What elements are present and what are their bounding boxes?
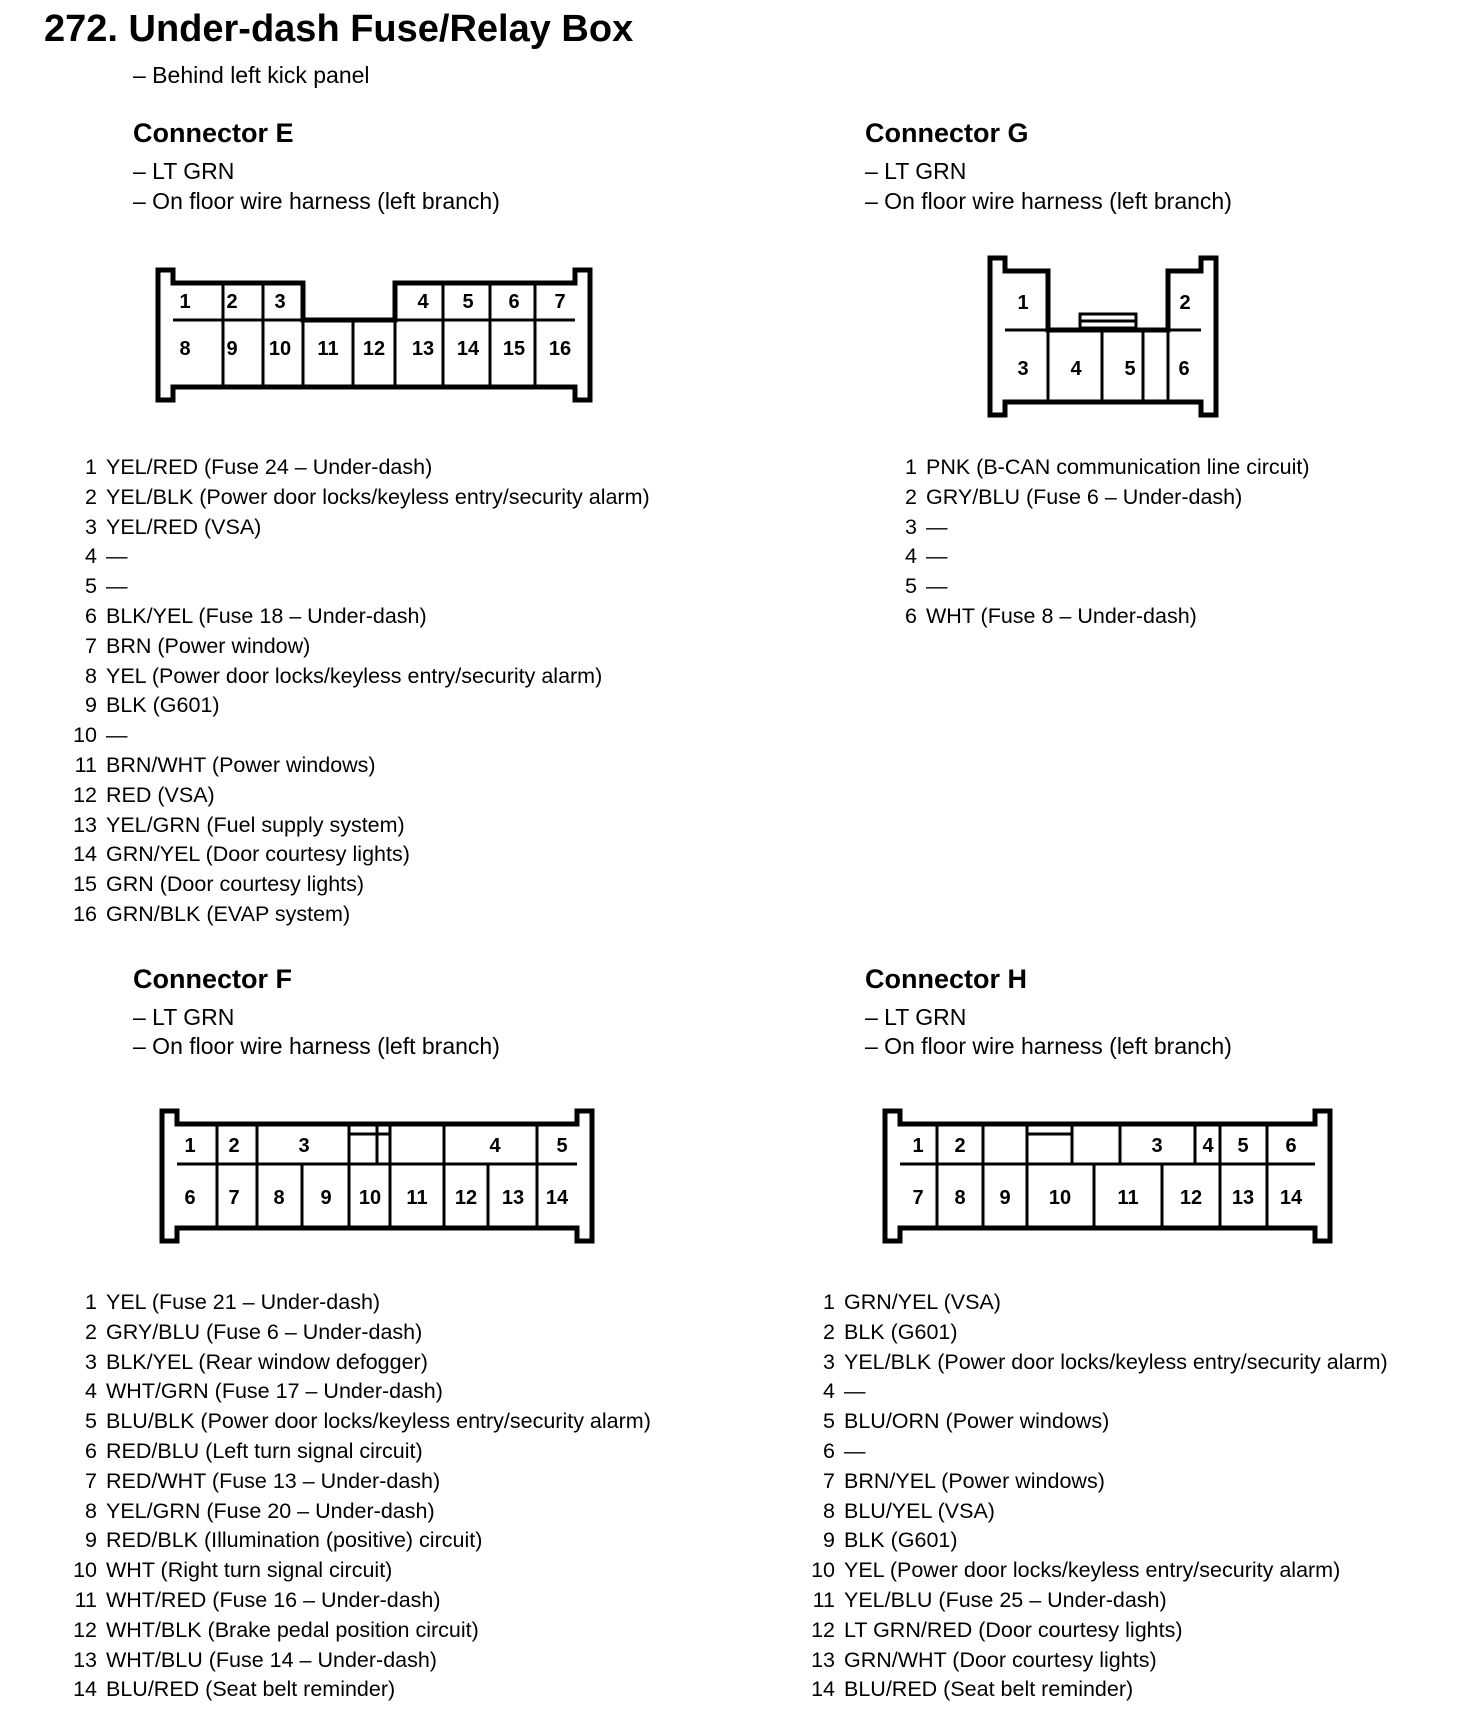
pin-number: 2 [85, 484, 97, 509]
pin-description: RED/WHT (Fuse 13 – Under-dash) [106, 1468, 441, 1493]
pin-description: BLU/YEL (VSA) [844, 1498, 995, 1523]
connector-h-title: Connector H [865, 964, 1027, 994]
pin-row [67, 1377, 651, 1407]
pin-number: 14 [73, 1677, 97, 1702]
pin-description: LT GRN/RED (Door courtesy lights) [844, 1617, 1183, 1642]
pin-number: 10 [73, 723, 97, 748]
pin-number: 3 [823, 1349, 835, 1374]
pin-number: 6 [85, 1438, 97, 1463]
connector-f-cavity-1: 1 [184, 1135, 196, 1157]
connector-h-cavity-4: 4 [1202, 1135, 1214, 1157]
pin-row [805, 1586, 1388, 1616]
pin-number: 12 [811, 1617, 835, 1642]
connector-f-cavity-4: 4 [489, 1135, 501, 1157]
connector-e-location: – On floor wire harness (left branch) [133, 188, 500, 214]
pin-row [805, 1467, 1388, 1497]
pin-description: YEL/BLK (Power door locks/keyless entry/security alarm) [106, 484, 650, 509]
connector-h-color: – LT GRN [865, 1004, 967, 1030]
connector-f-cavity-13: 13 [501, 1187, 525, 1209]
pin-description: GRN/WHT (Door courtesy lights) [844, 1647, 1157, 1672]
pin-row [805, 1526, 1388, 1556]
connector-f-cavity-6: 6 [184, 1187, 196, 1209]
pin-description: BLK (G601) [844, 1528, 958, 1553]
connector-g-cavity-2: 2 [1179, 292, 1191, 314]
pin-number: 4 [85, 544, 97, 569]
connector-e-cavity-8: 8 [179, 338, 191, 360]
pin-number: 3 [85, 514, 97, 539]
pin-description: — [926, 544, 948, 569]
pin-row [67, 1497, 651, 1527]
pin-description: WHT/BLK (Brake pedal position circuit) [106, 1617, 479, 1642]
connector-e-cavity-16: 16 [548, 338, 572, 360]
pin-description: BLK (G601) [844, 1319, 958, 1344]
pin-row [67, 542, 650, 572]
pin-row [67, 602, 650, 632]
pin-number: 9 [85, 693, 97, 718]
connector-e-cavity-6: 6 [508, 291, 520, 313]
pin-description: YEL/RED (VSA) [106, 514, 262, 539]
pin-row [887, 513, 1310, 543]
pin-description: — [926, 574, 948, 599]
connector-h-cavity-9: 9 [999, 1187, 1011, 1209]
connector-g-pin-list [887, 453, 1310, 632]
connector-g-title: Connector G [865, 118, 1029, 148]
connector-f-cavity-14: 14 [545, 1187, 569, 1209]
pin-description: WHT (Right turn signal circuit) [106, 1558, 393, 1583]
pin-number: 12 [73, 1617, 97, 1642]
connector-h-cavity-5: 5 [1237, 1135, 1249, 1157]
pin-number: 10 [811, 1558, 835, 1583]
pin-number: 10 [73, 1558, 97, 1583]
connector-e-cavity-14: 14 [456, 338, 480, 360]
pin-row [805, 1497, 1388, 1527]
connector-f-cavity-11: 11 [406, 1187, 428, 1209]
pin-row [805, 1556, 1388, 1586]
pin-row [67, 691, 650, 721]
pin-number: 1 [823, 1290, 835, 1314]
pin-number: 1 [905, 455, 917, 479]
connector-h-cavity-14: 14 [1279, 1187, 1303, 1209]
connector-h-cavity-13: 13 [1231, 1187, 1255, 1209]
pin-row [805, 1377, 1388, 1407]
pin-description: BLU/BLK (Power door locks/keyless entry/security alarm) [106, 1409, 651, 1434]
pin-description: BLU/ORN (Power windows) [844, 1409, 1110, 1434]
connector-e-cavity-3: 3 [274, 291, 286, 313]
connector-h-pin-list [805, 1288, 1388, 1705]
pin-row [805, 1646, 1388, 1676]
pin-description: — [926, 514, 948, 539]
pin-description: WHT (Fuse 8 – Under-dash) [926, 603, 1197, 628]
pin-row [67, 1348, 651, 1378]
pin-row [67, 840, 650, 870]
connector-f-color: – LT GRN [133, 1004, 235, 1030]
page-title: 272. Under-dash Fuse/Relay Box [44, 8, 634, 50]
connector-g-cavity-6: 6 [1178, 358, 1190, 380]
pin-description: GRN/YEL (VSA) [844, 1290, 1001, 1314]
pin-number: 4 [823, 1379, 835, 1404]
pin-description: RED/BLU (Left turn signal circuit) [106, 1438, 423, 1463]
pin-row [805, 1318, 1388, 1348]
connector-g-location: – On floor wire harness (left branch) [865, 188, 1232, 214]
pin-row [67, 870, 650, 900]
connector-h-cavity-1: 1 [912, 1135, 924, 1157]
pin-number: 6 [85, 603, 97, 628]
pin-row [67, 1675, 651, 1705]
pin-number: 1 [85, 1290, 97, 1314]
pin-description: BLU/RED (Seat belt reminder) [106, 1677, 396, 1702]
pin-row [67, 811, 650, 841]
pin-row [887, 602, 1310, 632]
connector-e-cavity-9: 9 [226, 338, 238, 360]
pin-row [67, 751, 650, 781]
connector-e-face [150, 262, 610, 412]
connector-e-title: Connector E [133, 118, 294, 148]
connector-e-cavity-2: 2 [226, 291, 238, 313]
pin-number: 11 [74, 1587, 97, 1612]
connector-e-cavity-13: 13 [411, 338, 435, 360]
connector-e-cavity-15: 15 [502, 338, 526, 360]
pin-number: 2 [905, 484, 917, 509]
pin-description: GRN/BLK (EVAP system) [106, 901, 351, 926]
connector-h-cavity-7: 7 [912, 1187, 924, 1209]
pin-description: — [106, 723, 128, 748]
connector-h-cavity-2: 2 [954, 1135, 966, 1157]
connector-f-cavity-10: 10 [358, 1187, 382, 1209]
pin-number: 15 [73, 872, 97, 897]
pin-description: — [106, 574, 128, 599]
pin-row [67, 900, 650, 930]
pin-description: BLK/YEL (Fuse 18 – Under-dash) [106, 603, 427, 628]
pin-row [887, 483, 1310, 513]
pin-description: YEL/GRN (Fuse 20 – Under-dash) [106, 1498, 435, 1523]
pin-description: GRY/BLU (Fuse 6 – Under-dash) [926, 484, 1243, 509]
connector-h-cavity-12: 12 [1179, 1187, 1203, 1209]
pin-description: WHT/GRN (Fuse 17 – Under-dash) [106, 1379, 443, 1404]
connector-h-cavity-3: 3 [1151, 1135, 1163, 1157]
pin-number: 16 [73, 901, 97, 926]
pin-row [67, 1467, 651, 1497]
pin-number: 8 [85, 663, 97, 688]
pin-row [67, 513, 650, 543]
pin-description: — [106, 544, 128, 569]
connector-f-cavity-5: 5 [556, 1135, 568, 1157]
pin-description: YEL (Power door locks/keyless entry/security alarm) [844, 1558, 1341, 1583]
pin-description: YEL/BLU (Fuse 25 – Under-dash) [844, 1587, 1167, 1612]
pin-description: GRN (Door courtesy lights) [106, 872, 365, 897]
pin-description: BRN/YEL (Power windows) [844, 1468, 1105, 1493]
pin-number: 5 [905, 574, 917, 599]
connector-e-cavity-12: 12 [362, 338, 386, 360]
connector-h-cavity-6: 6 [1285, 1135, 1297, 1157]
pin-description: GRN/YEL (Door courtesy lights) [106, 842, 410, 867]
pin-row [805, 1675, 1388, 1705]
pin-number: 12 [73, 782, 97, 807]
pin-number: 9 [85, 1528, 97, 1553]
pin-description: RED/BLK (Illumination (positive) circuit) [106, 1528, 483, 1553]
pin-number: 8 [823, 1498, 835, 1523]
connector-f-cavity-9: 9 [320, 1187, 332, 1209]
pin-row [67, 1437, 651, 1467]
pin-row [67, 721, 650, 751]
connector-f-location: – On floor wire harness (left branch) [133, 1033, 500, 1059]
pin-number: 7 [85, 633, 97, 658]
connector-e-color: – LT GRN [133, 158, 235, 184]
pin-row [805, 1288, 1388, 1318]
pin-number: 8 [85, 1498, 97, 1523]
connector-g-face [980, 250, 1240, 430]
pin-description: BLK (G601) [106, 693, 220, 718]
pin-row [67, 1407, 651, 1437]
connector-g-cavity-1: 1 [1017, 292, 1029, 314]
pin-description: YEL (Fuse 21 – Under-dash) [106, 1290, 381, 1314]
connector-e-cavity-1: 1 [179, 291, 191, 313]
connector-e-cavity-7: 7 [554, 291, 566, 313]
pin-description: YEL/GRN (Fuel supply system) [106, 812, 405, 837]
connector-g-cavity-3: 3 [1017, 358, 1029, 380]
pin-description: — [844, 1379, 866, 1404]
pin-row [805, 1348, 1388, 1378]
connector-f-cavity-8: 8 [273, 1187, 285, 1209]
connector-e-cavity-11: 11 [317, 338, 339, 360]
pin-row [887, 453, 1310, 483]
pin-description: RED (VSA) [106, 782, 215, 807]
pin-description: BLK/YEL (Rear window defogger) [106, 1349, 428, 1374]
pin-row [67, 572, 650, 602]
pin-number: 5 [85, 574, 97, 599]
pin-row [67, 1616, 651, 1646]
pin-number: 11 [812, 1587, 835, 1612]
connector-e-cavity-4: 4 [417, 291, 429, 313]
pin-description: — [844, 1438, 866, 1463]
connector-e-cavity-5: 5 [462, 291, 474, 313]
pin-number: 5 [823, 1409, 835, 1434]
pin-number: 6 [823, 1438, 835, 1463]
pin-row [805, 1407, 1388, 1437]
pin-row [67, 1556, 651, 1586]
pin-description: YEL (Power door locks/keyless entry/security alarm) [106, 663, 603, 688]
pin-description: BRN/WHT (Power windows) [106, 752, 376, 777]
pin-description: WHT/BLU (Fuse 14 – Under-dash) [106, 1647, 437, 1672]
pin-description: PNK (B-CAN communication line circuit) [926, 455, 1310, 479]
connector-f-cavity-12: 12 [454, 1187, 478, 1209]
pin-row [67, 781, 650, 811]
pin-number: 14 [811, 1677, 835, 1702]
pin-description: BLU/RED (Seat belt reminder) [844, 1677, 1134, 1702]
connector-f-cavity-7: 7 [228, 1187, 240, 1209]
connector-e-cavity-10: 10 [268, 338, 292, 360]
connector-h-cavity-11: 11 [1117, 1187, 1139, 1209]
connector-g-cavity-5: 5 [1124, 358, 1136, 380]
connector-h-outline [885, 1111, 1330, 1241]
pin-row [805, 1437, 1388, 1467]
pin-number: 6 [905, 603, 917, 628]
connector-f-cavity-3: 3 [298, 1135, 310, 1157]
pin-row [67, 1318, 651, 1348]
pin-number: 2 [823, 1319, 835, 1344]
pin-number: 5 [85, 1409, 97, 1434]
pin-number: 2 [85, 1319, 97, 1344]
pin-number: 13 [811, 1647, 835, 1672]
pin-number: 3 [905, 514, 917, 539]
connector-e-pin-list [67, 453, 650, 930]
connector-f-cavity-2: 2 [228, 1135, 240, 1157]
pin-row [67, 483, 650, 513]
pin-row [887, 572, 1310, 602]
connector-f-pin-list [67, 1288, 651, 1705]
pin-description: GRY/BLU (Fuse 6 – Under-dash) [106, 1319, 423, 1344]
pin-number: 13 [73, 812, 97, 837]
pin-number: 14 [73, 842, 97, 867]
pin-row [67, 1646, 651, 1676]
connector-g-cavity-4: 4 [1070, 358, 1082, 380]
pin-number: 3 [85, 1349, 97, 1374]
pin-row [67, 662, 650, 692]
pin-number: 7 [85, 1468, 97, 1493]
connector-f-title: Connector F [133, 964, 292, 994]
connector-h-location: – On floor wire harness (left branch) [865, 1033, 1232, 1059]
pin-number: 4 [905, 544, 917, 569]
pin-description: YEL/BLK (Power door locks/keyless entry/security alarm) [844, 1349, 1388, 1374]
pin-number: 11 [74, 752, 97, 777]
pin-row [67, 1288, 651, 1318]
connector-h-cavity-8: 8 [954, 1187, 966, 1209]
pin-description: WHT/RED (Fuse 16 – Under-dash) [106, 1587, 441, 1612]
pin-row [67, 453, 650, 483]
pin-number: 13 [73, 1647, 97, 1672]
pin-row [805, 1616, 1388, 1646]
pin-number: 7 [823, 1468, 835, 1493]
connector-f-face [152, 1103, 602, 1253]
pin-number: 9 [823, 1528, 835, 1553]
pin-row [887, 542, 1310, 572]
connector-h-face [875, 1103, 1345, 1253]
pin-row [67, 1526, 651, 1556]
pin-number: 4 [85, 1379, 97, 1404]
pin-number: 1 [85, 455, 97, 479]
connector-g-color: – LT GRN [865, 158, 967, 184]
pin-description: YEL/RED (Fuse 24 – Under-dash) [106, 455, 433, 479]
pin-row [67, 632, 650, 662]
connector-h-cavity-10: 10 [1048, 1187, 1072, 1209]
pin-row [67, 1586, 651, 1616]
pin-description: BRN (Power window) [106, 633, 311, 658]
page-subtitle: – Behind left kick panel [133, 62, 370, 88]
